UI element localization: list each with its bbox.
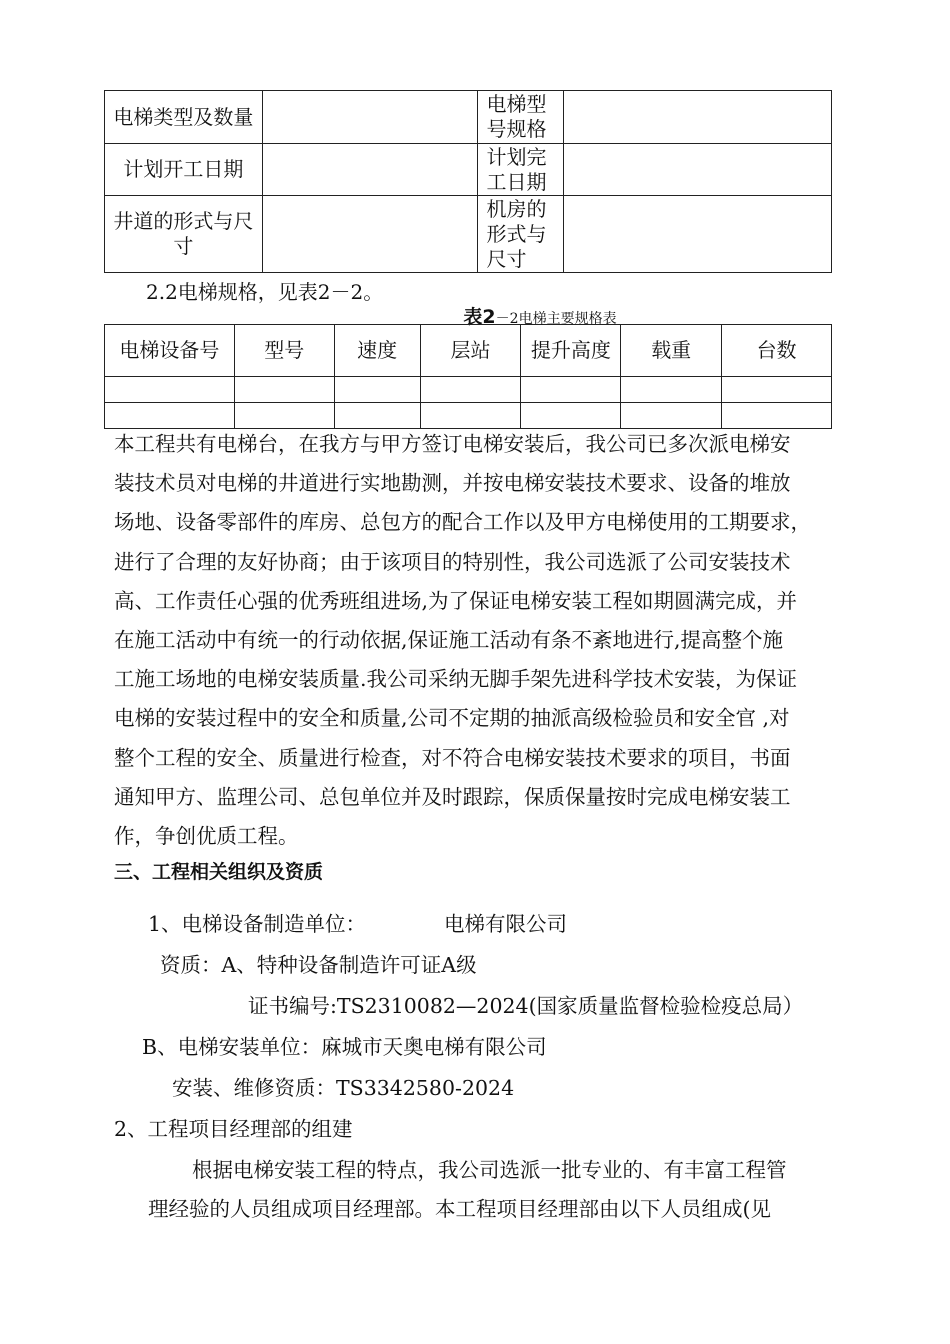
manufacturer-line bbox=[148, 907, 567, 937]
paragraph-line: 整个工程的安全、质量进行检查，对不符合电梯安装技术要求的项目，书面 bbox=[114, 745, 791, 770]
paragraph-line: 工施工场地的电梯安装质量.我公司采纳无脚手架先进科学技术安装，为保证 bbox=[114, 667, 798, 692]
project-info-table bbox=[104, 90, 832, 273]
paragraph-line: 作，争创优质工程。 bbox=[114, 824, 299, 849]
header-speed: 速度 bbox=[334, 325, 420, 377]
elevator-type-quantity-label: 电梯类型及数量 bbox=[105, 91, 263, 144]
project-dept-line-1: 根据电梯安装工程的特点，我公司选派一批专业的、有丰富工程管 bbox=[192, 1158, 787, 1182]
planned-start-date-label: 计划开工日期 bbox=[105, 144, 263, 196]
paragraph-line: 场地、设备零部件的库房、总包方的配合工作以及甲方电梯使用的工期要求， bbox=[114, 510, 811, 535]
table-cell bbox=[722, 377, 832, 403]
install-qualification-line: 安装、维修资质：TS3342580-2024 bbox=[172, 1076, 515, 1100]
header-lift-height: 提升高度 bbox=[521, 325, 621, 377]
certificate-number-line: 证书编号:TS2310082—2024(国家质量监督检验检疫总局） bbox=[248, 994, 804, 1018]
project-dept-line-2: 理经验的人员组成项目经理部。本工程项目经理部由以下人员组成(见 bbox=[148, 1197, 771, 1221]
paragraph-line: 进行了合理的友好协商；由于该项目的特别性，我公司选派了公司安装技术 bbox=[114, 549, 791, 574]
installer-line: B、电梯安装单位：麻城市天奥电梯有限公司 bbox=[142, 1035, 547, 1059]
table-cell bbox=[621, 377, 722, 403]
shaft-form-size-value bbox=[262, 196, 478, 273]
shaft-form-size-label: 井道的形式与尺寸 bbox=[105, 196, 263, 273]
header-quantity: 台数 bbox=[722, 325, 832, 377]
machine-room-form-size-label: 机房的形式与尺寸 bbox=[478, 196, 564, 273]
table-row bbox=[105, 144, 832, 196]
table-cell bbox=[234, 377, 334, 403]
table-cell bbox=[334, 377, 420, 403]
paragraph-line: 电梯的安装过程中的安全和质量,公司不定期的抽派高级检验员和安全官 ,对 bbox=[114, 706, 790, 731]
table-row bbox=[105, 91, 832, 144]
planned-finish-date-value bbox=[564, 144, 832, 196]
header-device-no: 电梯设备号 bbox=[105, 325, 235, 377]
manufacturer-label: 1、电梯设备制造单位： bbox=[148, 912, 367, 936]
paragraph-line: 通知甲方、监理公司、总包单位并及时跟踪，保质保量按时完成电梯安装工 bbox=[114, 784, 791, 809]
project-dept-heading: 2、工程项目经理部的组建 bbox=[114, 1117, 353, 1141]
section-2-2-line: 2.2电梯规格，见表2－2。 bbox=[146, 280, 384, 304]
table-header-row bbox=[105, 325, 832, 377]
planned-start-date-value bbox=[262, 144, 478, 196]
manufacturer-name: 电梯有限公司 bbox=[444, 912, 568, 936]
planned-finish-date-label: 计划完工日期 bbox=[478, 144, 564, 196]
elevator-spec-table bbox=[104, 324, 832, 429]
table-row bbox=[105, 196, 832, 273]
elevator-type-quantity-value bbox=[262, 91, 478, 144]
table-cell bbox=[521, 377, 621, 403]
spec-table-title-rest: －2电梯主要规格表 bbox=[495, 311, 617, 327]
table-cell bbox=[105, 377, 235, 403]
elevator-model-spec-value bbox=[564, 91, 832, 144]
paragraph-line: 本工程共有电梯台，在我方与甲方签订电梯安装后，我公司已多次派电梯安 bbox=[114, 432, 791, 456]
section-3-heading: 三、工程相关组织及资质 bbox=[114, 861, 324, 883]
header-floors-stops: 层站 bbox=[420, 325, 521, 377]
spec-table-title-prefix: 表2 bbox=[463, 306, 496, 328]
paragraph-line: 在施工活动中有统一的行动依据,保证施工活动有条不紊地进行,提高整个施 bbox=[114, 628, 784, 653]
table-cell bbox=[420, 377, 521, 403]
table-row bbox=[105, 377, 832, 403]
paragraph-line: 装技术员对电梯的井道进行实地勘测，并按电梯安装技术要求、设备的堆放 bbox=[114, 471, 791, 496]
paragraph-line: 高、工作责任心强的优秀班组进场,为了保证电梯安装工程如期圆满完成，并 bbox=[114, 588, 798, 613]
header-load: 载重 bbox=[621, 325, 722, 377]
intro-paragraph bbox=[114, 425, 874, 856]
header-model: 型号 bbox=[234, 325, 334, 377]
machine-room-form-size-value bbox=[564, 196, 832, 273]
elevator-model-spec-label: 电梯型号规格 bbox=[478, 91, 564, 144]
qualification-a-line: 资质：A、特种设备制造许可证A级 bbox=[160, 953, 477, 977]
